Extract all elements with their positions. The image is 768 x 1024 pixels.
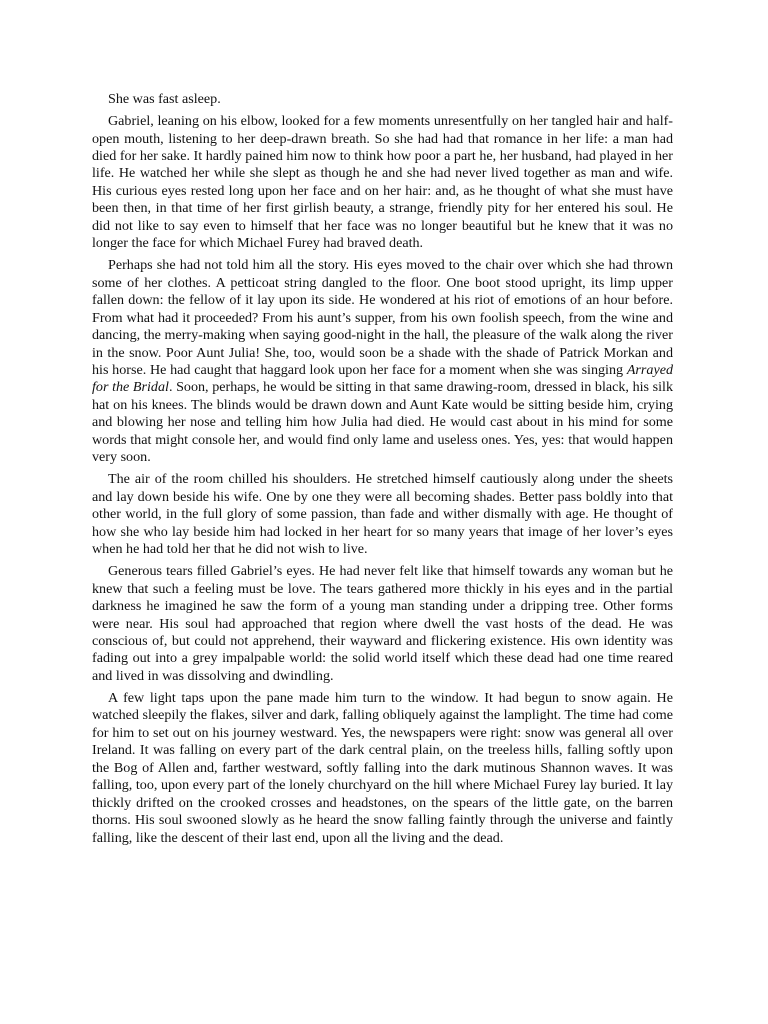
paragraph-2: Gabriel, leaning on his elbow, looked for a few moments unresentfully on her tangled hair and half-open mouth, listening to her deep-drawn breath. So she had had that romance in her life: a man had died for her sake. It hardly pained him now to think how poor a part he, her husband, had played in her life. He watched her while she slept as though he and she had never lived together as man and wife. His curious eyes rested long upon her face and on her hair: and, as he thought of what she must have been then, in that time of her first girlish beauty, a strange, friendly pity for her entered his soul. He did not like to say even to himself that her face was no longer beautiful but he knew that it was no longer the face for which Michael Furey had braved death. [92,113,673,252]
paragraph-3-text-before: Perhaps she had not told him all the story. His eyes moved to the chair over which she had thrown some of her clothes. A petticoat string dangled to the floor. One boot stood upright, its limp upper fallen down: the fellow of it lay upon its side. He wondered at his riot of emotions of an hour before. From what had it proceeded? From his aunt’s supper, from his own foolish speech, from the wine and dancing, the merry-making when saying good-night in the hall, the pleasure of the walk along the river in the snow. Poor Aunt Julia! She, too, would soon be a shade with the shade of Patrick Morkan and his horse. He had caught that haggard look upon her face for a moment when she was singing [92,257,673,378]
paragraph-4: The air of the room chilled his shoulders. He stretched himself cautiously along under the sheets and lay down beside his wife. One by one they were all becoming shades. Better pass boldly into that other world, in the full glory of some passion, than fade and wither dismally with age. He thought of how she who lay beside him had locked in her heart for so many years that image of her lover’s eyes when he had told her that he did not wish to live. [92,471,673,558]
paragraph-3 [92,257,673,466]
paragraph-5: Generous tears filled Gabriel’s eyes. He had never felt like that himself towards any woman but he knew that such a feeling must be love. The tears gathered more thickly in his eyes and in the partial darkness he imagined he saw the form of a young man standing under a dripping tree. Other forms were near. His soul had approached that region where dwell the vast hosts of the dead. He was conscious of, but could not apprehend, their wayward and flickering existence. His own identity was fading out into a grey impalpable world: the solid world itself which these dead had one time reared and lived in was dissolving and dwindling. [92,563,673,684]
song-title-italic: Arrayed for the Bridal [92,361,673,396]
paragraph-1: She was fast asleep. [108,91,221,107]
paragraph-3-text-after: . Soon, perhaps, he would be sitting in that same drawing-room, dressed in black, his silk hat on his knees. The blinds would be drawn down and Aunt Kate would be sitting beside him, crying and blowing her nose and telling him how Julia had died. He would cast about in his mind for some words that might console her, and would find only lame and useless ones. Yes, yes: that would happen very soon. [92,379,673,466]
document-page [92,91,673,852]
paragraph-6: A few light taps upon the pane made him turn to the window. It had begun to snow again. He watched sleepily the flakes, silver and dark, falling obliquely against the lamplight. The time had come for him to set out on his journey westward. Yes, the newspapers were right: snow was general all over Ireland. It was falling on every part of the dark central plain, on the treeless hills, falling softly upon the Bog of Allen and, farther westward, softly falling into the dark mutinous Shannon waves. It was falling, too, upon every part of the lonely churchyard on the hill where Michael Furey lay buried. It lay thickly drifted on the crooked crosses and headstones, on the spears of the little gate, on the barren thorns. His soul swooned slowly as he heard the snow falling faintly through the universe and faintly falling, like the descent of their last end, upon all the living and the dead. [92,689,673,846]
